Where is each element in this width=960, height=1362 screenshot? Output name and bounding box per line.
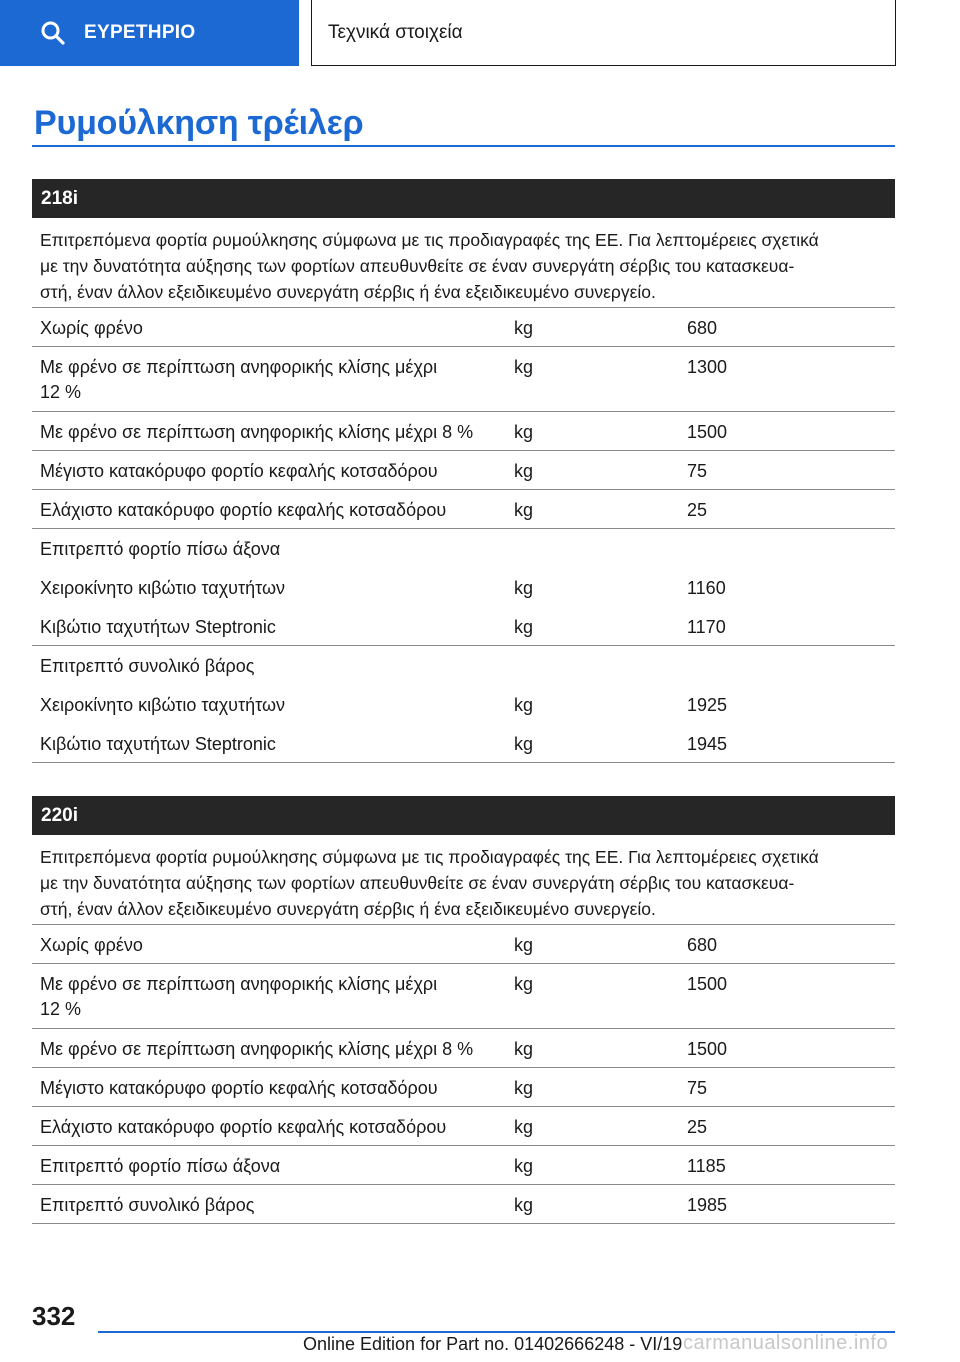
intro-line: με την δυνατότητα αύξησης των φορτίων απευθυνθείτε σε έναν συνεργάτη σέρβις του κατασκευα- (40, 873, 795, 893)
table-row (32, 964, 895, 1029)
row-label: Με φρένο σε περίπτωση ανηφορικής κλίσης μέχρι 8 % (40, 1039, 474, 1059)
row-label: Επιτρεπτό φορτίο πίσω άξονα (40, 1156, 281, 1176)
table-row (32, 568, 895, 607)
row-label: Μέγιστο κατακόρυφο φορτίο κεφαλής κοτσαδόρου (40, 1078, 438, 1098)
index-button-label: ΕΥΡΕΤΗΡΙΟ (84, 22, 196, 43)
row-unit: kg (514, 318, 534, 338)
row-unit (514, 654, 687, 685)
table-row (32, 925, 895, 964)
row-unit: kg (514, 357, 534, 377)
row-unit: kg (514, 734, 534, 754)
row-value (687, 537, 895, 568)
row-label (32, 972, 514, 1028)
table-row (32, 347, 895, 412)
row-unit: kg (514, 1156, 534, 1176)
section-heading: 218i (32, 179, 895, 218)
row-label-line: Με φρένο σε περίπτωση ανηφορικής κλίσης μέχρι (40, 357, 438, 377)
row-label: Επιτρεπτό συνολικό βάρος (40, 1195, 255, 1215)
table-row (32, 1068, 895, 1107)
section-heading: 220i (32, 796, 895, 835)
index-button[interactable] (0, 0, 299, 66)
intro-line: στή, έναν άλλον εξειδικευμένο συνεργάτη σέρβις ή ένα εξειδικευμένο συνεργείο. (40, 899, 656, 919)
table-row (32, 607, 895, 646)
row-label: Κιβώτιο ταχυτήτων Steptronic (40, 734, 276, 754)
row-unit: kg (514, 1039, 534, 1059)
intro-line: Επιτρεπόμενα φορτία ρυμούλκησης σύμφωνα με τις προδιαγραφές της ΕΕ. Για λεπτομέρειες σχετικά (40, 230, 819, 250)
row-value: 1170 (687, 617, 726, 637)
row-unit: kg (514, 578, 534, 598)
row-label-line: Με φρένο σε περίπτωση ανηφορικής κλίσης μέχρι (40, 974, 438, 994)
row-value: 1185 (687, 1156, 726, 1176)
intro-line: στή, έναν άλλον εξειδικευμένο συνεργάτη σέρβις ή ένα εξειδικευμένο συνεργείο. (40, 282, 656, 302)
row-value: 680 (687, 935, 718, 955)
row-label (32, 355, 514, 411)
row-label: Ελάχιστο κατακόρυφο φορτίο κεφαλής κοτσαδόρου (40, 1117, 447, 1137)
row-value: 75 (687, 1078, 708, 1098)
row-value: 25 (687, 1117, 708, 1137)
title-divider (32, 145, 895, 147)
page-title: Ρυμούλκηση τρέιλερ (34, 104, 364, 142)
page-number: 332 (32, 1301, 76, 1331)
row-value: 25 (687, 500, 708, 520)
table-row-group-heading (32, 646, 895, 685)
watermark: carmanualsonline.info (683, 1332, 889, 1354)
chapter-link[interactable]: Τεχνικά στοιχεία (311, 0, 896, 66)
section-218i (32, 179, 895, 763)
row-value (687, 654, 895, 685)
row-unit: kg (514, 974, 534, 994)
table-row (32, 1029, 895, 1068)
section-intro (32, 835, 895, 925)
row-value: 680 (687, 318, 718, 338)
row-label: Κιβώτιο ταχυτήτων Steptronic (40, 617, 276, 637)
table-row (32, 1146, 895, 1185)
row-value: 1500 (687, 974, 728, 994)
table-row (32, 1185, 895, 1224)
table-row (32, 308, 895, 347)
section-220i (32, 796, 895, 1224)
row-value: 1500 (687, 422, 728, 442)
row-unit (514, 537, 687, 568)
row-value: 1925 (687, 695, 728, 715)
top-bar (0, 0, 960, 66)
row-unit: kg (514, 935, 534, 955)
row-unit: kg (514, 1078, 534, 1098)
row-label: Ελάχιστο κατακόρυφο φορτίο κεφαλής κοτσαδόρου (40, 500, 447, 520)
row-unit: kg (514, 617, 534, 637)
table-row (32, 724, 895, 763)
intro-line: Επιτρεπόμενα φορτία ρυμούλκησης σύμφωνα με τις προδιαγραφές της ΕΕ. Για λεπτομέρειες σχετικά (40, 847, 819, 867)
table-row (32, 685, 895, 724)
intro-line: με την δυνατότητα αύξησης των φορτίων απευθυνθείτε σε έναν συνεργάτη σέρβις του κατασκευα- (40, 256, 795, 276)
edition-text: Online Edition for Part no. 01402666248 - VI/19 (303, 1334, 683, 1354)
row-value: 1300 (687, 357, 728, 377)
table-row (32, 1107, 895, 1146)
row-unit: kg (514, 1195, 534, 1215)
row-unit: kg (514, 422, 534, 442)
row-label: Επιτρεπτό φορτίο πίσω άξονα (40, 539, 281, 559)
row-label: Χειροκίνητο κιβώτιο ταχυτήτων (40, 695, 286, 715)
row-label-line: 12 % (40, 382, 82, 402)
row-label-line: 12 % (40, 999, 82, 1019)
row-unit: kg (514, 695, 534, 715)
row-unit: kg (514, 1117, 534, 1137)
row-label: Χωρίς φρένο (40, 935, 143, 955)
section-intro (32, 218, 895, 308)
row-unit: kg (514, 461, 534, 481)
row-value: 1500 (687, 1039, 728, 1059)
row-unit: kg (514, 500, 534, 520)
row-label: Επιτρεπτό συνολικό βάρος (40, 656, 255, 676)
search-icon (40, 20, 66, 46)
row-label: Χωρίς φρένο (40, 318, 143, 338)
row-label: Μέγιστο κατακόρυφο φορτίο κεφαλής κοτσαδόρου (40, 461, 438, 481)
table-row (32, 412, 895, 451)
row-label: Με φρένο σε περίπτωση ανηφορικής κλίσης μέχρι 8 % (40, 422, 474, 442)
table-row (32, 451, 895, 490)
row-value: 1160 (687, 578, 726, 598)
table-row-group-heading (32, 529, 895, 568)
row-value: 75 (687, 461, 708, 481)
row-value: 1945 (687, 734, 728, 754)
row-value: 1985 (687, 1195, 728, 1215)
row-label: Χειροκίνητο κιβώτιο ταχυτήτων (40, 578, 286, 598)
table-row (32, 490, 895, 529)
